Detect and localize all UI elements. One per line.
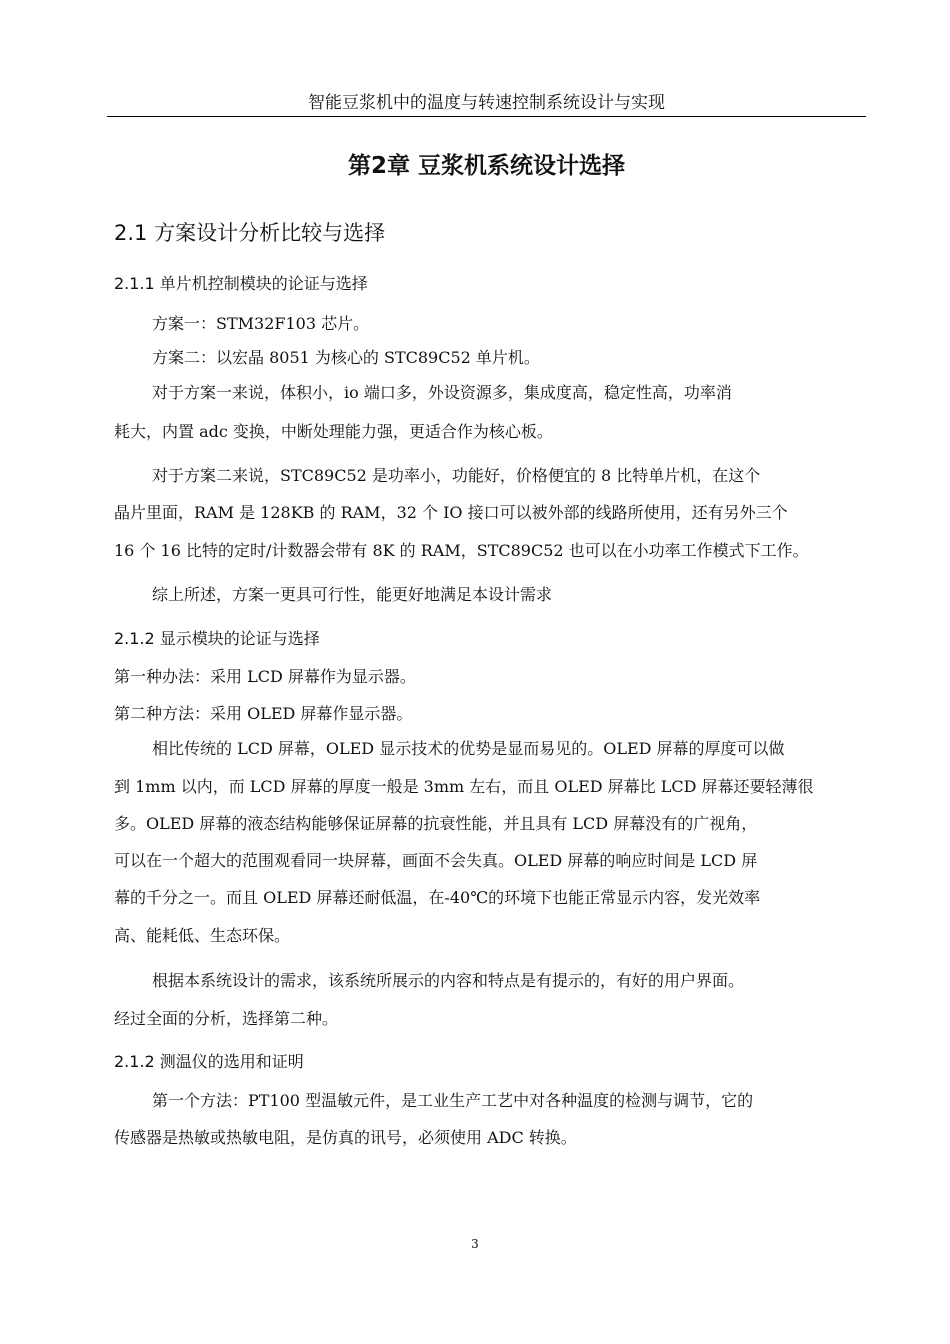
subsection-heading-2-1-2-thermometer: 2.1.2 测温仪的选用和证明 (114, 1052, 304, 1071)
paragraph-line: 相比传统的 LCD 屏幕，OLED 显示技术的优势是显而易见的。OLED 屏幕的厚度可以做 (152, 739, 785, 758)
paragraph-line: 耗大，内置 adc 变换，中断处理能力强，更适合作为核心板。 (114, 422, 553, 441)
paragraph-line: 到 1mm 以内，而 LCD 屏幕的厚度一般是 3mm 左右，而且 OLED 屏幕比 LCD 屏幕还要轻薄很 (114, 777, 814, 796)
paragraph-line: 方案一：STM32F103 芯片。 (152, 314, 370, 333)
paragraph-line: 可以在一个超大的范围观看同一块屏幕，画面不会失真。OLED 屏幕的响应时间是 LCD 屏 (114, 851, 758, 870)
paragraph-line: 对于方案一来说，体积小，io 端口多，外设资源多，集成度高，稳定性高，功率消 (152, 383, 732, 402)
paragraph-line: 根据本系统设计的需求，该系统所展示的内容和特点是有提示的，有好的用户界面。 (152, 971, 745, 990)
header-divider (107, 116, 866, 117)
paragraph-line: 经过全面的分析，选择第二种。 (114, 1009, 339, 1028)
paragraph-line: 幕的千分之一。而且 OLED 屏幕还耐低温，在-40℃的环境下也能正常显示内容，发光效率 (114, 888, 761, 907)
paragraph-line: 第二种方法：采用 OLED 屏幕作显示器。 (114, 704, 413, 723)
paragraph-line: 晶片里面，RAM 是 128KB 的 RAM，32 个 IO 接口可以被外部的线路所使用，还有另外三个 (114, 503, 788, 522)
paragraph-line: 多。OLED 屏幕的液态结构能够保证屏幕的抗衰性能，并且具有 LCD 屏幕没有的广视角， (114, 814, 758, 833)
paragraph-line: 传感器是热敏或热敏电阻，是仿真的讯号，必须使用 ADC 转换。 (114, 1128, 577, 1147)
section-heading-2-1: 2.1 方案设计分析比较与选择 (114, 221, 386, 245)
paragraph-line: 16 个 16 比特的定时/计数器会带有 8K 的 RAM，STC89C52 也可以在小功率工作模式下工作。 (114, 541, 809, 560)
paragraph-line: 第一个方法：PT100 型温敏元件，是工业生产工艺中对各种温度的检测与调节，它的 (152, 1091, 754, 1110)
paragraph-line: 高、能耗低、生态环保。 (114, 926, 291, 945)
subsection-heading-2-1-1: 2.1.1 单片机控制模块的论证与选择 (114, 274, 368, 293)
chapter-title: 第2章 豆浆机系统设计选择 (347, 153, 625, 179)
subsection-heading-2-1-2-display: 2.1.2 显示模块的论证与选择 (114, 629, 320, 648)
paragraph-line: 第一种办法：采用 LCD 屏幕作为显示器。 (114, 667, 416, 686)
running-header: 智能豆浆机中的温度与转速控制系统设计与实现 (308, 93, 665, 113)
paragraph-line: 综上所述，方案一更具可行性，能更好地满足本设计需求 (152, 585, 553, 604)
page-number: 3 (471, 1237, 479, 1251)
paragraph-line: 方案二：以宏晶 8051 为核心的 STC89C52 单片机。 (152, 348, 540, 367)
paragraph-line: 对于方案二来说，STC89C52 是功率小，功能好，价格便宜的 8 比特单片机，在这个 (152, 466, 761, 485)
